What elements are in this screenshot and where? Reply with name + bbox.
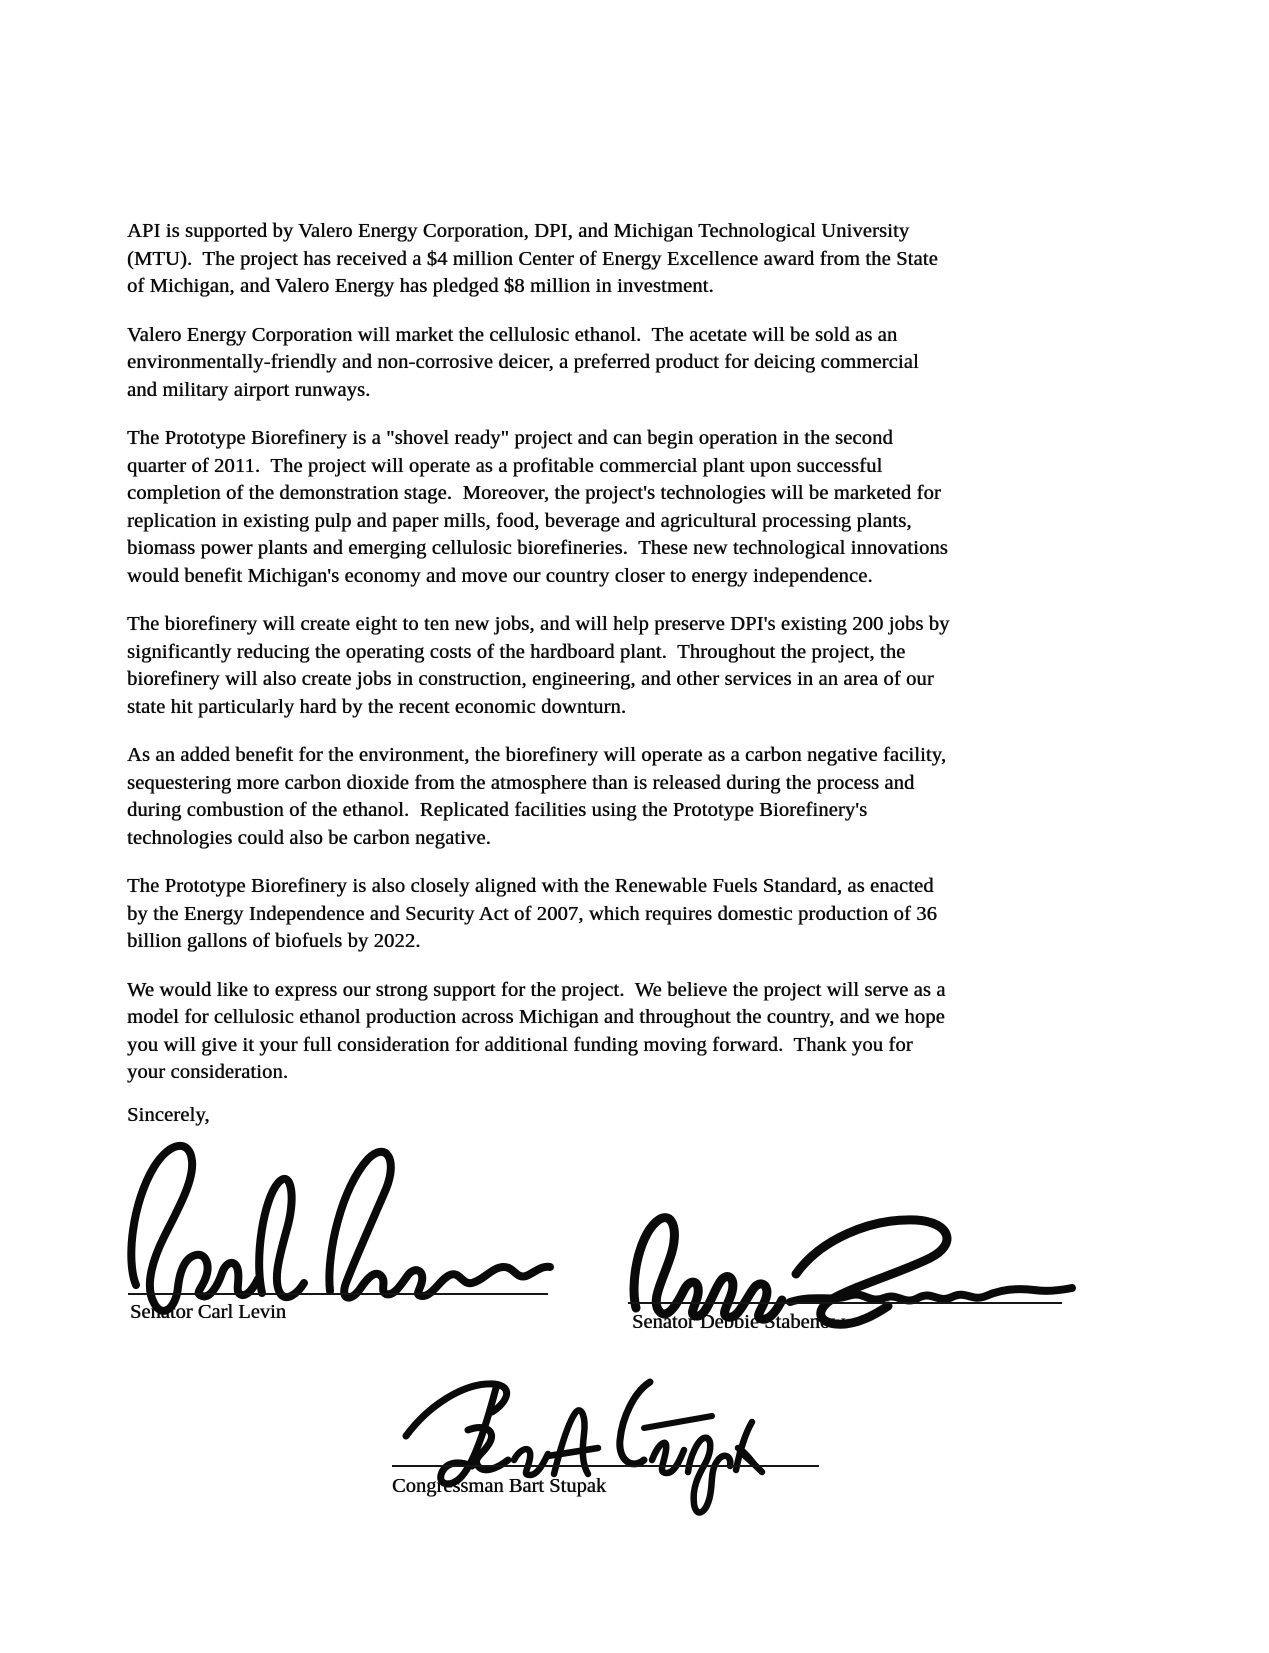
signature-line-levin [128, 1293, 548, 1295]
paragraph-line: API is supported by Valero Energy Corporation, DPI, and Michigan Technological University [127, 220, 910, 242]
paragraph-6 [127, 873, 1087, 956]
paragraph-line: The Prototype Biorefinery is also closely aligned with the Renewable Fuels Standard, as enacted [127, 875, 934, 897]
paragraph-line: replication in existing pulp and paper mills, food, beverage and agricultural processing plants, [127, 509, 912, 532]
paragraph-line: The biorefinery will create eight to ten new jobs, and will help preserve DPI's existing 200 jobs by [127, 613, 950, 635]
paragraph-line: by the Energy Independence and Security Act of 2007, which requires domestic production of 36 [127, 902, 938, 925]
signature-bart-stupak [400, 1372, 770, 1527]
paragraph-line: sequestering more carbon dioxide from the atmosphere than is released during the process and [127, 771, 915, 794]
signature-label-stupak: Congressman Bart Stupak [392, 1475, 607, 1497]
signature-label-stabenow: Senator Debbie Stabenow [632, 1311, 845, 1333]
paragraph-3 [127, 425, 1087, 590]
paragraph-line: (MTU). The project has received a $4 million Center of Energy Excellence award from the State [127, 247, 938, 270]
signature-line-stupak [392, 1465, 819, 1467]
paragraph-line: state hit particularly hard by the recent economic downturn. [127, 695, 627, 718]
paragraph-line: technologies could also be carbon negative. [127, 826, 491, 849]
paragraph-line: significantly reducing the operating costs of the hardboard plant. Throughout the project, the [127, 640, 906, 663]
signature-label-levin: Senator Carl Levin [130, 1301, 286, 1323]
paragraph-line: completion of the demonstration stage. Moreover, the project's technologies will be marketed for [127, 482, 941, 504]
paragraph-line: As an added benefit for the environment, the biorefinery will operate as a carbon negative facility, [127, 744, 947, 766]
letter-body [127, 218, 1087, 1150]
paragraph-line: you will give it your full consideration for additional funding moving forward. Thank you for [127, 1033, 913, 1056]
paragraph-line: and military airport runways. [127, 378, 371, 401]
paragraph-line: biorefinery will also create jobs in construction, engineering, and other services in an area of our [127, 668, 934, 690]
paragraph-line: would benefit Michigan's economy and move our country closer to energy independence. [127, 564, 873, 587]
paragraph-5 [127, 742, 1087, 852]
paragraph-line: We would like to express our strong support for the project. We believe the project will serve as a [127, 978, 946, 1001]
paragraph-line: environmentally-friendly and non-corrosive deicer, a preferred product for deicing commercial [127, 351, 919, 373]
paragraph-line: your consideration. [127, 1061, 289, 1083]
paragraph-4 [127, 611, 1087, 721]
paragraph-line: biomass power plants and emerging cellulosic biorefineries. These new technological innovations [127, 537, 948, 559]
paragraph-line: of Michigan, and Valero Energy has pledged $8 million in investment. [127, 275, 714, 297]
closing-text: Sincerely, [127, 1103, 210, 1126]
paragraph-1 [127, 218, 1087, 301]
signature-line-stabenow [628, 1302, 1062, 1304]
paragraph-2 [127, 322, 1087, 405]
paragraph-line: quarter of 2011. The project will operate as a profitable commercial plant upon successful [127, 454, 883, 477]
closing-salutation [127, 1102, 1087, 1130]
paragraph-line: billion gallons of biofuels by 2022. [127, 930, 421, 952]
paragraph-7 [127, 977, 1087, 1087]
paragraph-line: Valero Energy Corporation will market the cellulosic ethanol. The acetate will be sold as an [127, 323, 898, 346]
paragraph-line: model for cellulosic ethanol production across Michigan and throughout the country, and we hope [127, 1006, 945, 1028]
paragraph-line: The Prototype Biorefinery is a "shovel ready" project and can begin operation in the second [127, 427, 893, 449]
paragraph-line: during combustion of the ethanol. Replicated facilities using the Prototype Biorefinery's [127, 799, 868, 821]
